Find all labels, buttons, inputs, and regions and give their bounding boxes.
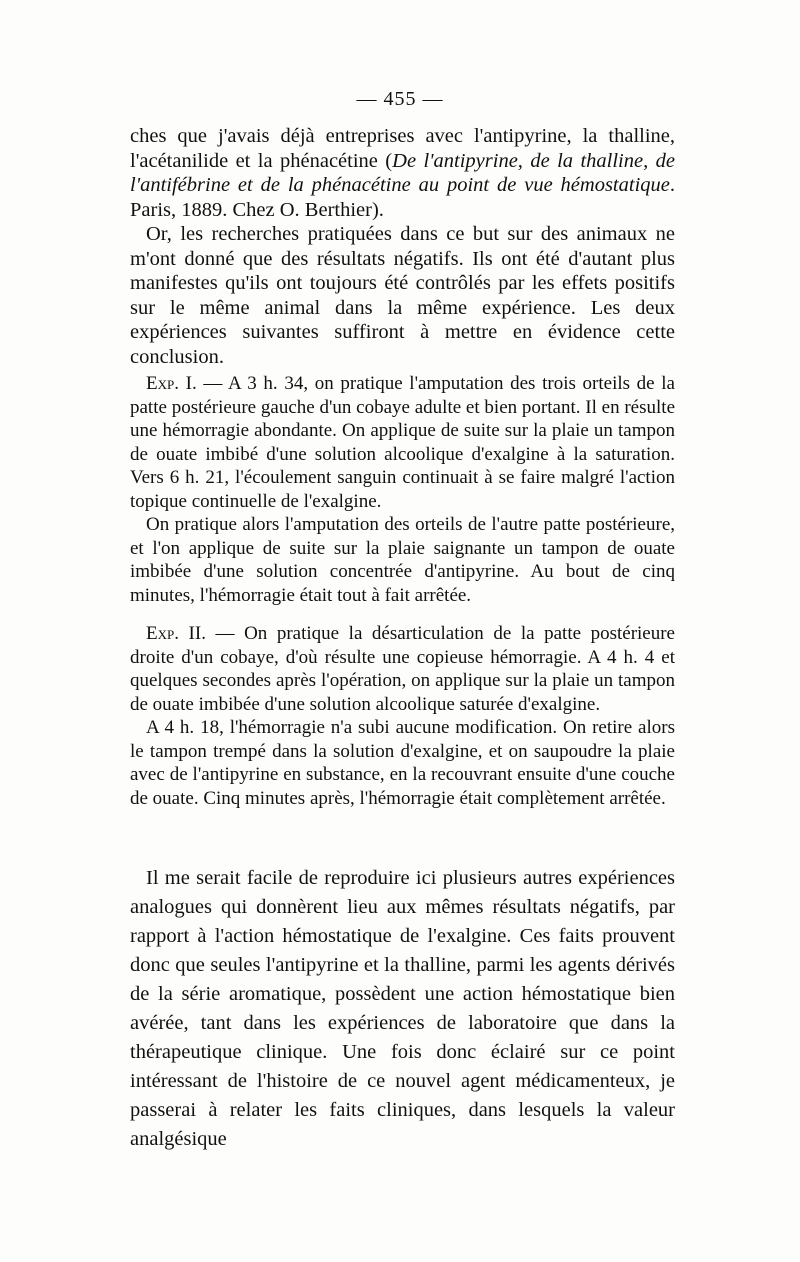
paragraph-continuation [130,124,675,222]
page-number: — 455 — [356,88,444,110]
paragraph-results: Or, les recherches pratiquées dans ce but sur des animaux ne m'ont donné que des résultats négatifs. Ils ont été d'autant plus manifestes qu'ils ont toujours été contrôlés par les effets positifs sur le même animal dans la même expérience. Les deux expériences suivantes suffiront à mettre en évidence cette conclusion. [130,223,675,368]
experiment-2-paragraph [130,622,675,716]
experiment-2 [130,622,675,810]
experiment-1-paragraph [130,372,675,513]
conclusion-section [130,864,675,1154]
experiment-2-label: Exp. II. [146,623,206,644]
experiment-1 [130,372,675,607]
experiment-1-text: — A 3 h. 34, on pratique l'amputation des trois orteils de la patte postérieure gauche d'un cobaye adulte et bien portant. Il en résulte une hémorragie abondante. On applique de suite sur la plaie un tampon de ouate imbibé d'une solution alcoolique d'exalgine à la saturation. Vers 6 h. 21, l'écoulement sanguin continuait à se faire malgré l'action topique continuelle de l'exalgine. [130,373,675,512]
intro-section [130,124,675,369]
text-run: . Paris, 1889. Chez O. Berthier). [130,174,675,221]
experiment-2-text: — On pratique la désarticulation de la patte postérieure droite d'un cobaye, d'où résulte une copieuse hémorragie. A 4 h. 4 et quelques secondes après l'opération, on applique sur la plaie un tampon de ouate imbibée d'une solution alcoolique saturée d'exalgine. [130,623,675,715]
conclusion-paragraph: Il me serait facile de reproduire ici plusieurs autres expériences analogues qui donnèrent lieu aux mêmes résultats négatifs, par rapport à l'action hémostatique de l'exalgine. Ces faits prouvent donc que seules l'antipyrine et la thalline, parmi les agents dérivés de la série aromatique, possèdent une action hémostatique bien avérée, tant dans les expériences de laboratoire que dans la thérapeutique clinique. Une fois donc éclairé sur ce point intéressant de l'histoire de ce nouvel agent médicamenteux, je passerai à relater les faits cliniques, dans lesquels la valeur analgésique [130,867,675,1150]
experiment-2-followup: A 4 h. 18, l'hémorragie n'a subi aucune modification. On retire alors le tampon trempé dans la solution d'exalgine, et on saupoudre la plaie avec de l'antipyrine en substance, en la recouvrant ensuite d'une couche de ouate. Cinq minutes après, l'hémorragie était complètement arrêtée. [130,717,675,809]
cited-work-title: De l'antipyrine, de la thalline, de l'antifébrine et de la phénacétine au point de vue hémostatique [130,149,675,196]
experiment-1-label: Exp. I. [146,373,197,394]
experiment-1-followup: On pratique alors l'amputation des orteils de l'autre patte postérieure, et l'on applique de suite sur la plaie saignante un tampon de ouate imbibée d'une solution concentrée d'antipyrine. Au bout de cinq minutes, l'hémorragie était tout à fait arrêtée. [130,514,675,606]
text-run: ches que j'avais déjà entreprises avec l'antipyrine, la thalline, l'acétanilide et la phénacétine ( [130,125,675,172]
